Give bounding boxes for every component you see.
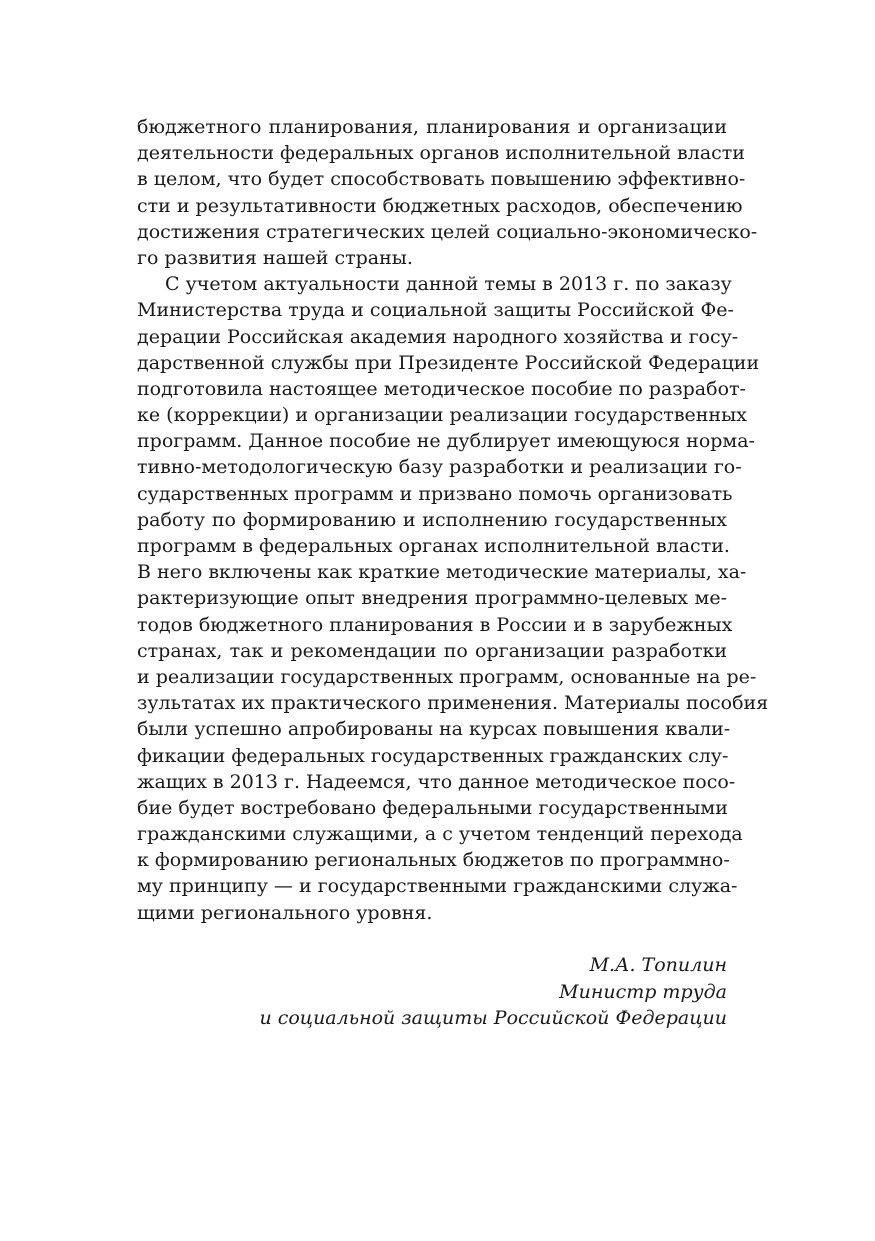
signature-organization: и социальной защиты Российской Федерации — [259, 1007, 727, 1029]
text-line: бие будет востребовано федеральными государственными — [137, 796, 728, 819]
text-line: дарственной службы при Президенте Российской Федерации — [137, 351, 760, 374]
paragraph-2 — [137, 271, 769, 926]
text-line: зультатах их практического применения. Материалы пособия — [137, 692, 769, 715]
text-line: щими регионального уровня. — [137, 901, 433, 924]
text-line: и реализации государственных программ, основанные на ре- — [137, 665, 757, 688]
text-line: фикации федеральных государственных гражданских слу- — [137, 744, 729, 767]
text-line: бюджетного планирования, планирования и организации — [137, 116, 727, 138]
text-line: в целом, что будет способствовать повышению эффективно- — [137, 168, 746, 191]
text-line: гражданскими служащими, а с учетом тенденций перехода — [137, 823, 743, 846]
text-line: достижения стратегических целей социально-экономическо- — [137, 220, 758, 243]
signature-block — [127, 952, 727, 1032]
signature-position: Министр труда — [559, 980, 727, 1003]
body-text — [137, 114, 769, 926]
text-line: подготовила настоящее методическое пособие по разработ- — [137, 377, 746, 400]
text-line: ке (коррекции) и организации реализации государственных — [137, 404, 747, 427]
text-line: программ. Данное пособие не дублирует имеющуюся норма- — [137, 430, 755, 453]
text-line: были успешно апробированы на курсах повышения квали- — [137, 718, 731, 741]
text-line: тивно-методологическую базу разработки и реализации го- — [137, 456, 742, 479]
text-line: тодов бюджетного планирования в России и в зарубежных — [137, 613, 733, 636]
text-line: го развития нашей страны. — [137, 246, 413, 269]
text-line: Министерства труда и социальной защиты Российской Фе- — [137, 299, 734, 322]
text-line: жащих в 2013 г. Надеемся, что данное методическое посо- — [137, 770, 736, 793]
text-line: С учетом актуальности данной темы в 2013 г. по заказу — [165, 273, 732, 296]
signature-name: М.А. Топилин — [589, 954, 727, 976]
text-line: к формированию региональных бюджетов по программно- — [137, 849, 730, 872]
text-line: программ в федеральных органах исполнительной власти. — [137, 535, 730, 557]
text-line: странах, так и рекомендации по организации разработки — [137, 639, 727, 662]
text-line: дерации Российская академия народного хозяйства и госу- — [137, 325, 739, 348]
text-line: рактеризующие опыт внедрения программно-целевых ме- — [137, 587, 727, 610]
paragraph-1 — [137, 114, 758, 271]
text-line: сти и результативности бюджетных расходов, обеспечению — [137, 194, 743, 217]
text-line: му принципу — и государственными гражданскими служа- — [137, 875, 738, 898]
text-line: деятельности федеральных органов исполнительной власти — [137, 142, 745, 165]
text-line: работу по формированию и исполнению государственных — [137, 508, 727, 531]
text-line: В него включены как краткие методические материалы, ха- — [137, 561, 747, 584]
text-line: сударственных программ и призвано помочь организовать — [137, 482, 733, 505]
